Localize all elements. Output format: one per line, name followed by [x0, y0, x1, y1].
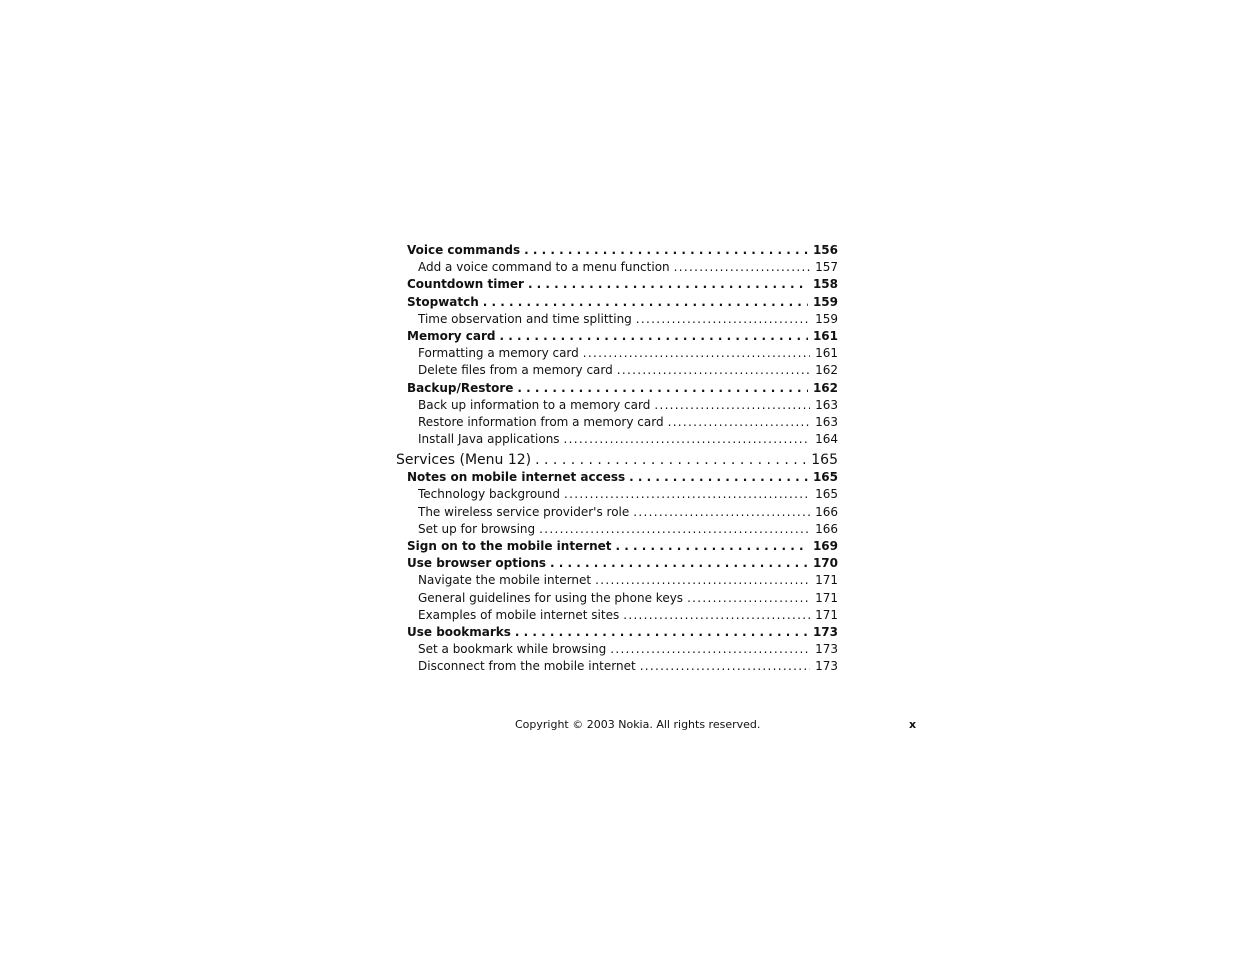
toc-dot-leader	[623, 607, 810, 624]
toc-entry-page: 157	[815, 260, 838, 275]
toc-entry-label: Technology background	[418, 487, 561, 502]
toc-subsection-entry[interactable]	[418, 504, 838, 521]
toc-entry-page: 162	[815, 363, 838, 378]
toc-entry-label: Backup/Restore	[407, 380, 514, 395]
toc-subsection-entry[interactable]	[418, 259, 838, 276]
toc-subsection-entry[interactable]	[418, 311, 838, 328]
toc-dot-leader	[674, 259, 810, 276]
toc-dot-leader	[535, 451, 806, 469]
toc-entry-label: Install Java applications	[418, 432, 560, 447]
toc-section-entry[interactable]	[407, 294, 838, 311]
toc-section-entry[interactable]	[407, 555, 838, 572]
toc-entry-page: 171	[815, 573, 838, 588]
toc-dot-leader	[539, 521, 810, 538]
toc-entry-label: Notes on mobile internet access	[407, 470, 626, 485]
toc-entry-page: 171	[815, 607, 838, 622]
toc-entry-label: General guidelines for using the phone keys	[418, 590, 684, 605]
toc-entry-label: Set a bookmark while browsing	[418, 642, 607, 657]
toc-entry-label: The wireless service provider's role	[418, 504, 630, 519]
toc-entry-label: Back up information to a memory card	[418, 397, 651, 412]
toc-entry-page: 162	[812, 380, 838, 395]
toc-dot-leader	[629, 469, 808, 486]
toc-entry-page: 163	[815, 414, 838, 429]
toc-entry-label: Examples of mobile internet sites	[418, 607, 620, 622]
toc-entry-label: Add a voice command to a menu function	[418, 260, 670, 275]
toc-entry-label: Sign on to the mobile internet	[407, 539, 612, 553]
toc-entry-page: 164	[815, 432, 838, 447]
toc-dot-leader	[617, 362, 810, 379]
toc-subsection-entry[interactable]	[418, 521, 838, 538]
toc-dot-leader	[515, 624, 808, 641]
toc-dot-leader	[528, 276, 808, 293]
toc-entry-label: Delete files from a memory card	[418, 363, 613, 378]
toc-entry-page: 158	[812, 277, 838, 292]
toc-section-entry[interactable]	[407, 328, 838, 345]
toc-entry-label: Memory card	[407, 328, 496, 343]
toc-dot-leader	[668, 414, 811, 431]
toc-entry-page: 165	[815, 487, 838, 502]
toc-dot-leader	[654, 397, 810, 414]
toc-subsection-entry[interactable]	[418, 607, 838, 624]
toc-entry-label: Disconnect from the mobile internet	[418, 659, 636, 674]
toc-entry-page: 161	[815, 346, 838, 361]
toc-section-entry[interactable]	[407, 276, 838, 293]
toc-dot-leader	[564, 486, 810, 503]
toc-subsection-entry[interactable]	[418, 345, 838, 362]
toc-dot-leader	[616, 538, 808, 555]
toc-section-entry[interactable]	[407, 380, 838, 397]
toc-subsection-entry[interactable]	[418, 590, 838, 607]
toc-entry-label: Time observation and time splitting	[418, 311, 632, 326]
toc-entry-page: 165	[811, 452, 838, 469]
toc-entry-label: Restore information from a memory card	[418, 414, 664, 429]
toc-subsection-entry[interactable]	[418, 431, 838, 448]
toc-section-entry[interactable]	[407, 538, 838, 555]
page-footer	[0, 717, 1235, 733]
page-number: x	[909, 718, 917, 731]
toc-subsection-entry[interactable]	[418, 362, 838, 379]
toc-subsection-entry[interactable]	[418, 641, 838, 658]
toc-dot-leader	[499, 328, 807, 345]
toc-entry-page: 159	[812, 294, 838, 309]
toc-entry-page: 173	[815, 642, 838, 657]
toc-dot-leader	[517, 380, 808, 397]
toc-entry-page: 166	[815, 504, 838, 519]
toc-subsection-entry[interactable]	[418, 397, 838, 414]
toc-dot-leader	[483, 294, 808, 311]
toc-entry-page: 173	[812, 624, 838, 639]
toc-entry-page: 163	[815, 397, 838, 412]
toc-section-entry[interactable]	[407, 469, 838, 486]
toc-subsection-entry[interactable]	[418, 658, 838, 675]
toc-entry-label: Stopwatch	[407, 294, 479, 309]
toc-entry-label: Formatting a memory card	[418, 346, 579, 361]
toc-dot-leader	[610, 641, 810, 658]
toc-entry-page: 159	[815, 311, 838, 326]
toc-dot-leader	[633, 504, 810, 521]
toc-entry-page: 161	[812, 328, 838, 343]
toc-section-entry[interactable]	[407, 242, 838, 259]
toc-entry-page: 173	[815, 659, 838, 674]
toc-entry-label: Navigate the mobile internet	[418, 573, 592, 588]
toc-entry-page: 171	[815, 590, 838, 605]
toc-entry-page: 169	[812, 539, 838, 553]
toc-entry-label: Countdown timer	[407, 277, 524, 292]
toc-dot-leader	[687, 590, 810, 607]
toc-dot-leader	[583, 345, 810, 362]
toc-entry-label: Set up for browsing	[418, 521, 536, 536]
toc-entry-page: 156	[812, 243, 838, 257]
toc-entry-label: Services (Menu 12)	[396, 452, 532, 469]
toc-dot-leader	[524, 242, 808, 259]
table-of-contents	[396, 242, 838, 676]
toc-subsection-entry[interactable]	[418, 414, 838, 431]
toc-dot-leader	[550, 555, 808, 572]
toc-entry-label: Voice commands	[407, 243, 521, 257]
copyright-notice: Copyright © 2003 Nokia. All rights reserved.	[515, 718, 761, 731]
toc-entry-label: Use bookmarks	[407, 624, 511, 639]
toc-dot-leader	[636, 311, 810, 328]
toc-subsection-entry[interactable]	[418, 486, 838, 503]
toc-subsection-entry[interactable]	[418, 572, 838, 589]
toc-entry-page: 165	[812, 470, 838, 485]
toc-entry-label: Use browser options	[407, 556, 547, 571]
toc-dot-leader	[640, 658, 810, 675]
toc-dot-leader	[564, 431, 811, 448]
toc-section-entry[interactable]	[407, 624, 838, 641]
toc-entry-page: 166	[815, 521, 838, 536]
toc-entry-page: 170	[812, 556, 838, 571]
toc-chapter-entry[interactable]	[396, 451, 838, 469]
toc-dot-leader	[595, 572, 810, 589]
